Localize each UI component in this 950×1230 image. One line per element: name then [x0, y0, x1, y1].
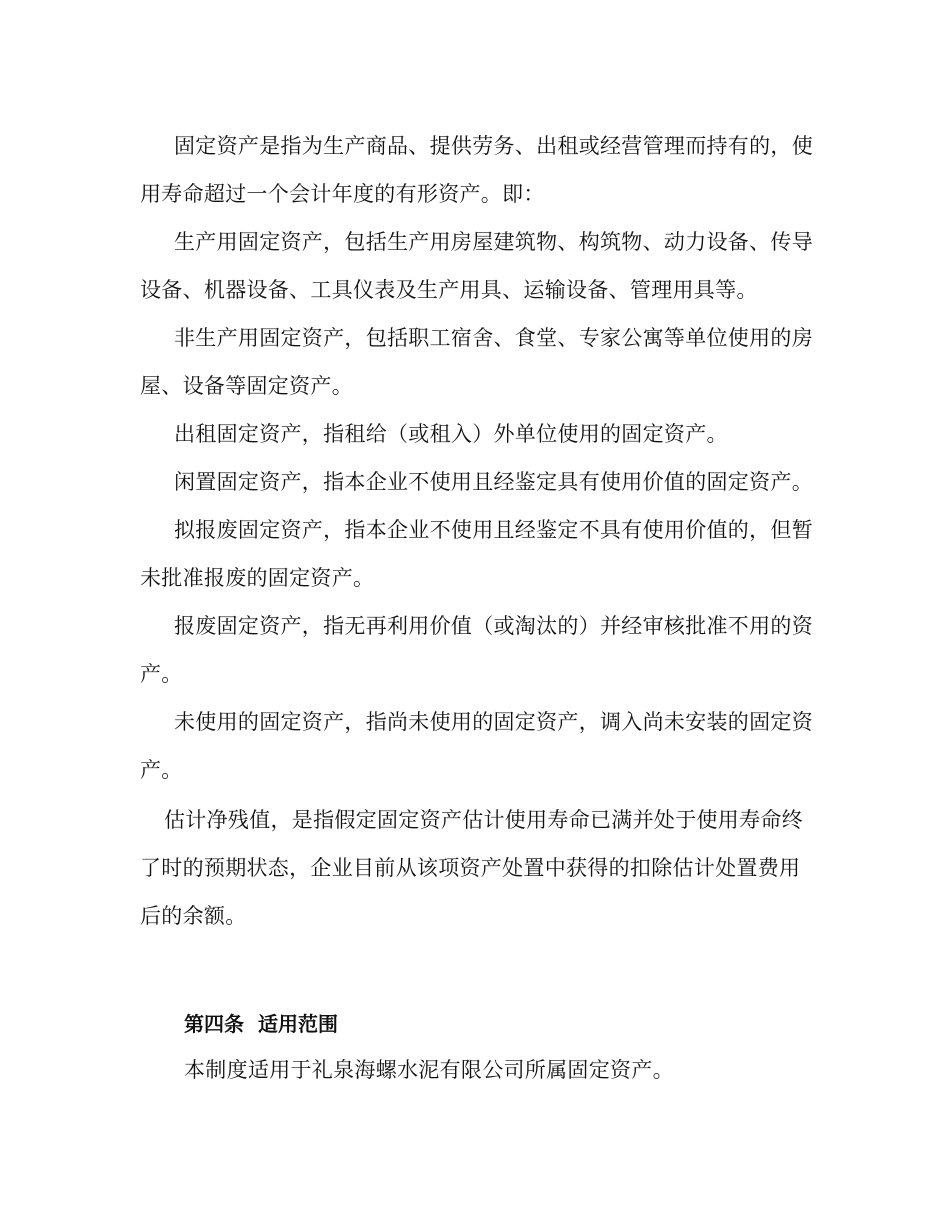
section-number: 第四条 — [184, 1012, 244, 1036]
paragraph-non-production-assets: 非生产用固定资产，包括职工宿舍、食堂、专家公寓等单位使用的房屋、设备等固定资产。 — [140, 326, 813, 398]
section-body: 本制度适用于礼泉海螺水泥有限公司所属固定资产。 — [184, 1058, 674, 1082]
section-heading — [184, 1008, 338, 1040]
section-title: 适用范围 — [258, 1012, 338, 1036]
paragraph-residual-value: 估计净残值，是指假定固定资产估计使用寿命已满并处于使用寿命终了时的预期状态，企业目前从该项资产处置中获得的扣除估计处置费用后的余额。 — [140, 808, 803, 928]
paragraph-fixed-asset-definition: 固定资产是指为生产商品、提供劳务、出租或经营管理而持有的，使用寿命超过一个会计年度的有形资产。即： — [140, 134, 813, 206]
paragraph-unused-assets: 未使用的固定资产，指尚未使用的固定资产，调入尚未安装的固定资产。 — [140, 710, 813, 782]
paragraph-production-assets: 生产用固定资产，包括生产用房屋建筑物、构筑物、动力设备、传导设备、机器设备、工具仪表及生产用具、运输设备、管理用具等。 — [140, 230, 813, 302]
paragraph-pending-scrap-assets: 拟报废固定资产，指本企业不使用且经鉴定不具有使用价值的，但暂未批准报废的固定资产。 — [140, 518, 813, 590]
paragraph-leased-assets: 出租固定资产，指租给（或租入）外单位使用的固定资产。 — [174, 422, 728, 446]
paragraph-idle-assets: 闲置固定资产，指本企业不使用且经鉴定具有使用价值的固定资产。 — [174, 470, 813, 494]
paragraph-scrapped-assets: 报废固定资产，指无再利用价值（或淘汰的）并经审核批准不用的资产。 — [140, 614, 813, 686]
